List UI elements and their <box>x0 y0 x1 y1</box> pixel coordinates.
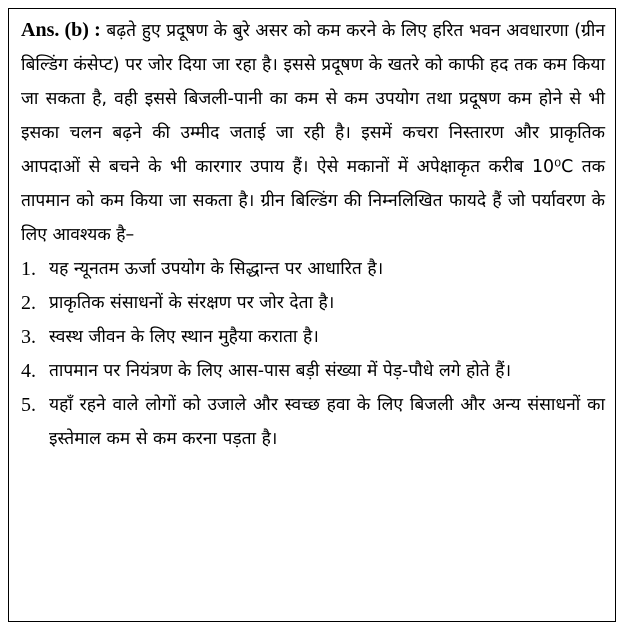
list-item-number: 1. <box>21 258 36 280</box>
list-item-text: तापमान पर नियंत्रण के लिए आस-पास बड़ी संख्या में पेड़-पौधे लगे होते हैं। <box>49 361 512 381</box>
list-item-number: 5. <box>21 394 36 416</box>
answer-box <box>8 8 616 622</box>
list-item-number: 3. <box>21 326 36 348</box>
list-item <box>21 354 605 388</box>
list-item-number: 4. <box>21 360 36 382</box>
list-item <box>21 252 605 286</box>
answer-text: बढ़ते हुए प्रदूषण के बुरे असर को कम करने के लिए हरित भवन अवधारणा (ग्रीन बिल्डिंग कंसेप्ट) पर जोर दिया जा रहा है। इससे प्रदूषण के खतरे को काफी हद तक कम किया जा सकता है, वही इससे बिजली-पानी का कम से कम उपयोग तथा प्रदूषण कम होने से भी इसका चलन बढ़ने की उम्मीद जताई जा रही है। इसमें कचरा निस्तारण और प्राकृतिक आपदाओं से बचने के भी कारगार उपाय हैं। ऐसे मकानों में अपेक्षाकृत करीब 10⁰C तक तापमान को कम किया जा सकता है। ग्रीन बिल्डिंग की निम्नलिखित फायदे हैं जो पर्यावरण के लिए आवश्यक है– <box>21 21 605 245</box>
list-item-text: प्राकृतिक संसाधनों के संरक्षण पर जोर देता है। <box>49 293 335 313</box>
list-item-text: स्वस्थ जीवन के लिए स्थान मुहैया कराता है। <box>49 327 319 347</box>
list-item <box>21 320 605 354</box>
list-item <box>21 286 605 320</box>
answer-paragraph <box>21 13 605 252</box>
list-item-text: यह न्यूनतम ऊर्जा उपयोग के सिद्धान्त पर आधारित है। <box>49 259 384 279</box>
list-item-text: यहाँ रहने वाले लोगों को उजाले और स्वच्छ हवा के लिए बिजली और अन्य संसाधनों का इस्तेमाल कम से कम करना पड़ता है। <box>49 395 605 449</box>
list-item-number: 2. <box>21 292 36 314</box>
benefits-list <box>21 252 605 456</box>
answer-label: Ans. (b) : <box>21 19 101 41</box>
list-item <box>21 388 605 456</box>
